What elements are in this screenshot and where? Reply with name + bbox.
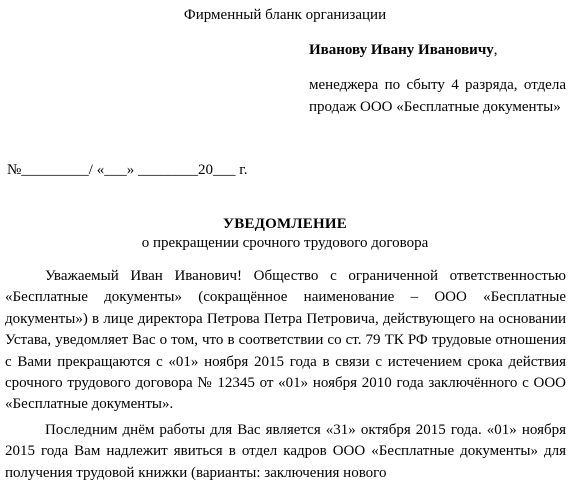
- body-paragraph: Последним днём работы для Вас является «31» октября 2015 года. «01» ноября 2015 года Вам надлежит явиться в отдел кадров ООО «Бесплатные документы» для получения трудовой книжки (варианты: заключения нового: [5, 421, 566, 481]
- addressee-name: Иванову Ивану Ивановичу: [309, 42, 494, 58]
- notice-title: УВЕДОМЛЕНИЕ: [223, 216, 347, 232]
- notice-subtitle: о прекращении срочного трудового договора: [141, 235, 429, 251]
- addressee-name-punctuation: ,: [493, 42, 498, 58]
- body-paragraph: Уважаемый Иван Иванович! Общество с ограниченной ответственностью «Бесплатные документы» (сокращённое наименование – ООО «Бесплатные документы») в лице директора Петрова Петра Петровича, действующего на основании Устава, уведомляет Вас о том, что в соответствии со ст. 79 ТК РФ трудовые отношения с Вами прекращаются с «01» ноября 2015 года в связи с истечением срока действия срочного трудового договора № 12345 от «01» ноября 2010 года заключённого с ООО «Бесплатные документы».: [5, 268, 566, 413]
- reference-number-line: №_________/ «___» ________20___ г.: [7, 162, 248, 178]
- notice-body: [5, 266, 566, 484]
- addressee-block: [309, 40, 566, 118]
- addressee-name-line: [309, 40, 566, 60]
- letterhead-caption: Фирменный бланк организации: [183, 7, 387, 23]
- addressee-position: менеджера по сбыту 4 разряда, отдела продаж ООО «Бесплатные документы»: [309, 77, 566, 115]
